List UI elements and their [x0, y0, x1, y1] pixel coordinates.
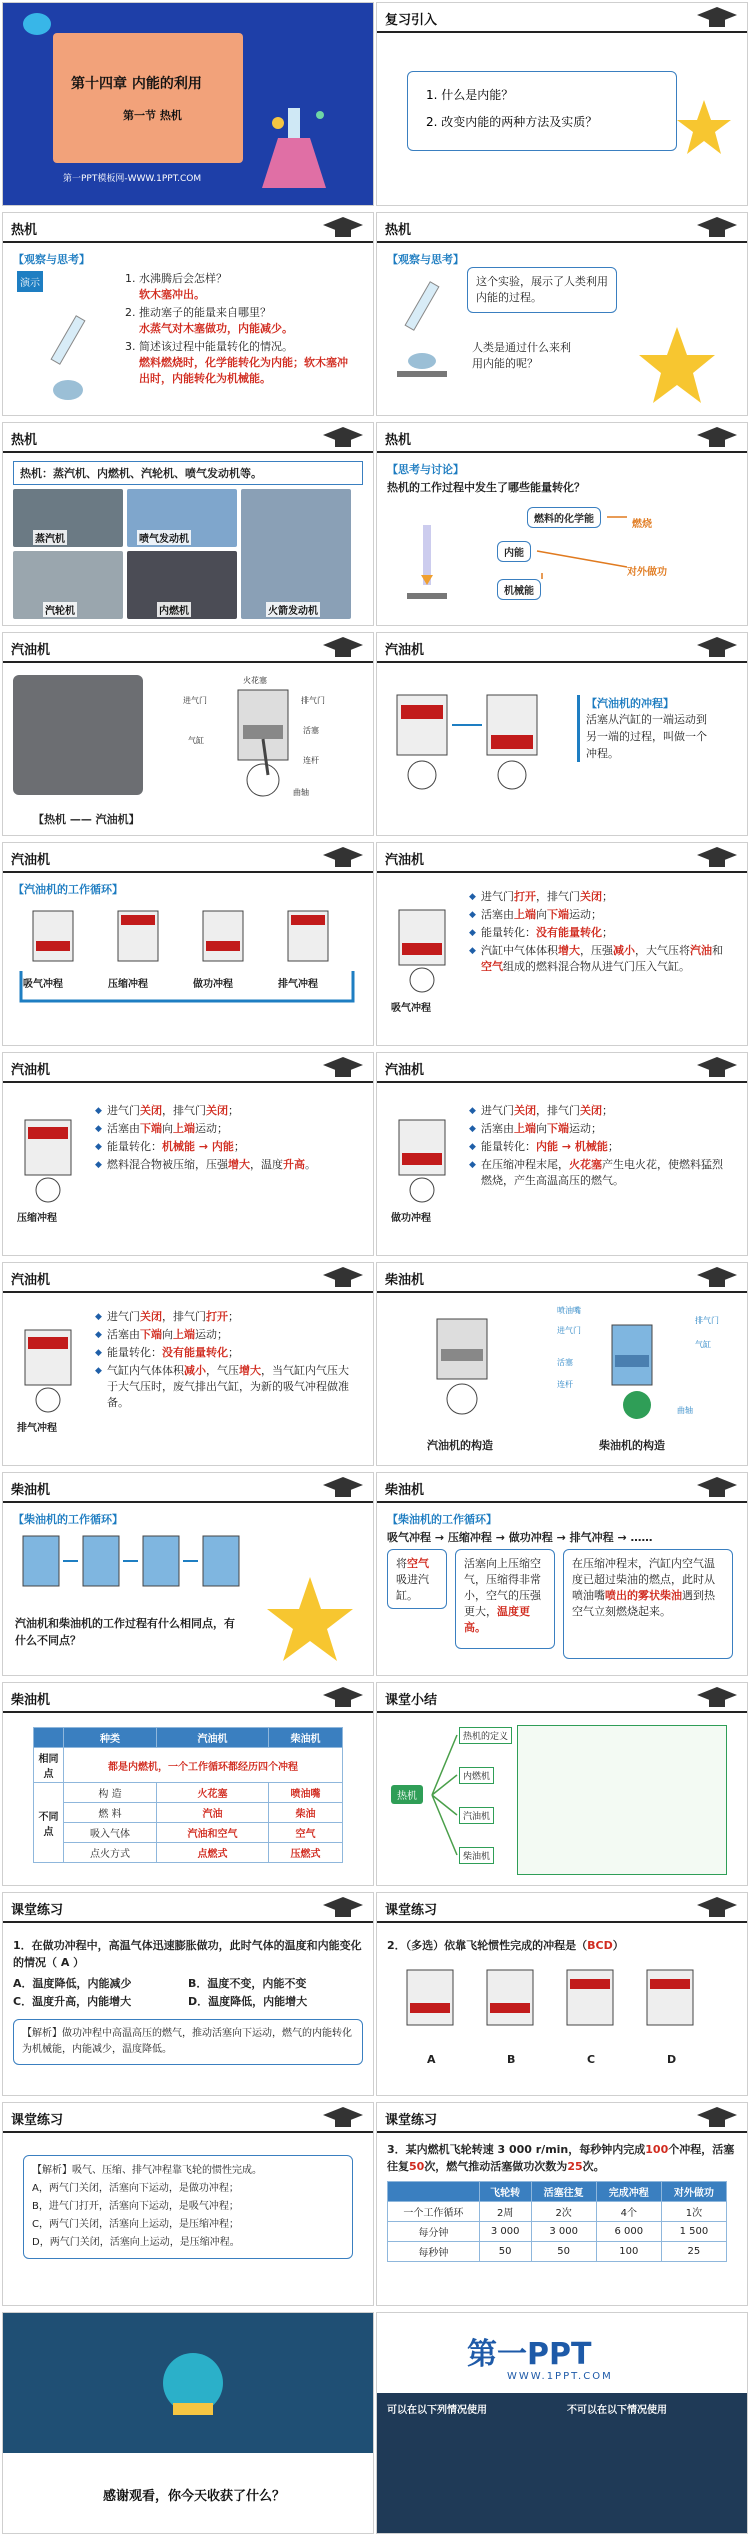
observe-q1: 1. 水沸腾后会怎样？ 软木塞冲出。 [139, 271, 358, 303]
slide-header [3, 1683, 373, 1713]
intake-line-2: ◆ 活塞由上端向下端运动； [469, 907, 729, 923]
exhaust-line-1: ◆ 进气门关闭，排气门打开； [95, 1309, 355, 1325]
table-row: 吸入气体 汽油和空气 空气 [34, 1823, 343, 1843]
observe-q2: 2. 推动塞子的能量来自哪里？ 水蒸气对木塞做功，内能减少。 [139, 305, 358, 337]
slide-compare-table [2, 1682, 374, 1886]
demo-label: 演示 [17, 271, 43, 292]
label-cylinder: 气缸 [188, 736, 204, 745]
power-line-1: ◆ 进气门关闭，排气门关闭； [469, 1103, 729, 1119]
slide-header [3, 843, 373, 873]
slide-thanks [2, 2312, 374, 2534]
node-internal: 内能 [497, 541, 531, 562]
slide-diesel-cycle [2, 1472, 374, 1676]
intake-diagram [387, 905, 457, 995]
mindmap-branch: 内燃机 [459, 1767, 494, 1784]
graduation-cap-icon [695, 1895, 739, 1921]
slide-title-text: 柴油机 [11, 1483, 51, 1498]
exhaust-label: 排气冲程 [17, 1423, 57, 1434]
label-spark-plug: 火花塞 [243, 676, 267, 685]
slide-gasoline-engine [2, 632, 374, 836]
slide-header [377, 1053, 747, 1083]
observe-tag: 【观察与思考】 [13, 253, 90, 266]
compression-diagram [13, 1115, 83, 1205]
graduation-cap-icon [321, 2105, 365, 2131]
compression-line-4: ◆ 燃料混合物被压缩，压强增大，温度升高。 [95, 1157, 355, 1173]
slide-exercise-2 [376, 1892, 748, 2096]
graduation-cap-icon [695, 1475, 739, 1501]
slide-header [377, 633, 747, 663]
slide-title-text: 课堂练习 [385, 1903, 438, 1918]
slide-discuss [376, 422, 748, 626]
slide-title-text: 汽油机 [11, 643, 51, 658]
diesel-step-3: 在压缩冲程末，汽缸内空气温度已超过柴油的燃点，此时从喷油嘴喷出的雾状柴油遇到热空气立刻燃烧起来。 [563, 1549, 733, 1659]
compression-list [95, 1101, 355, 1175]
option-a: A．温度降低，内能减少 [13, 1977, 132, 1990]
thanks-text: 感谢观看，你今天收获了什么？ [103, 2489, 286, 2504]
node-burn: 燃烧 [632, 519, 652, 530]
globe-illustration [153, 2343, 233, 2423]
node-work: 对外做功 [627, 567, 667, 578]
engine-photo [13, 675, 143, 795]
graduation-cap-icon [321, 1895, 365, 1921]
table-row: 燃 料 汽油 柴油 [34, 1803, 343, 1823]
slide-header [3, 633, 373, 663]
slide-observe-1 [2, 212, 374, 416]
flow-arrows [377, 455, 737, 625]
graduation-cap-icon [695, 425, 739, 451]
explanation-line: C，两气门关闭，活塞向上运动，是压缩冲程； [32, 2219, 239, 2230]
slide-exhaust [2, 1262, 374, 1466]
diesel-label-crank: 曲轴 [677, 1406, 693, 1415]
diesel-step-2: 活塞向上压缩空气，压缩得非常小，空气的压强更大，温度更高。 [455, 1549, 555, 1649]
intake-line-1: ◆ 进气门打开，排气门关闭； [469, 889, 729, 905]
slide-cycle [2, 842, 374, 1046]
slide-header [377, 423, 747, 453]
label-piston: 活塞 [303, 726, 319, 735]
slide-title-text: 热机 [11, 433, 38, 448]
exercise-2-question: 2．（多选）依靠飞轮惯性完成的冲程是（BCD） [387, 1939, 624, 1952]
slide-title-text: 汽油机 [385, 1063, 425, 1078]
power-label: 做功冲程 [391, 1213, 431, 1224]
label-exhaust: 排气门 [301, 696, 325, 705]
apparatus-illustration [387, 271, 457, 391]
table-row: 一个工作循环 2周 2次 4个 1次 [388, 2202, 727, 2222]
star-mascot [677, 98, 731, 158]
allowed-heading: 可以在以下列情况使用 [387, 2405, 487, 2416]
graduation-cap-icon [695, 215, 739, 241]
intake-label: 吸气冲程 [391, 1003, 431, 1014]
label-intake: 进气门 [183, 696, 207, 705]
stroke-box [577, 695, 717, 762]
photo-rocket: 火箭发动机 [241, 489, 351, 619]
photo-turbine: 汽轮机 [13, 551, 123, 619]
diesel-flow: 吸气冲程 → 压缩冲程 → 做功冲程 → 排气冲程 → …… [387, 1531, 653, 1544]
observe-list [123, 269, 358, 389]
graduation-cap-icon [695, 1055, 739, 1081]
slide-title-text: 柴油机 [385, 1483, 425, 1498]
stroke-intake-label: 吸气冲程 [23, 979, 63, 990]
slide-header [3, 423, 373, 453]
graduation-cap-icon [321, 1055, 365, 1081]
slide-title-text: 汽油机 [11, 1063, 51, 1078]
exercise-2-diagrams [397, 1965, 717, 2045]
slide-exercise-3 [2, 2102, 374, 2306]
slide-title-text: 汽油机 [385, 643, 425, 658]
speech-bubble: 这个实验，展示了人类利用内能的过程。 [467, 267, 617, 313]
slide-title-text: 课堂小结 [385, 1693, 438, 1708]
table-row: 种类 汽油机 柴油机 [34, 1728, 343, 1748]
slide-header [3, 2103, 373, 2133]
slide-intake [376, 842, 748, 1046]
mindmap-branch: 柴油机 [459, 1847, 494, 1864]
diesel-process-tag: 【柴油机的工作循环】 [387, 1513, 497, 1526]
exhaust-diagram [13, 1325, 83, 1415]
slide-header [377, 843, 747, 873]
slide-title-text: 课堂练习 [11, 1903, 64, 1918]
explanation-line: A，两气门关闭，活塞向下运动，是做功冲程； [32, 2183, 239, 2194]
graduation-cap-icon [321, 1475, 365, 1501]
slide-title-text: 热机 [11, 223, 38, 238]
chat-icon [23, 13, 51, 35]
graduation-cap-icon [695, 845, 739, 871]
stroke-exhaust-label: 排气冲程 [278, 979, 318, 990]
graduation-cap-icon [695, 1265, 739, 1291]
slide-header [377, 1683, 747, 1713]
graduation-cap-icon [695, 635, 739, 661]
slide-header [3, 1263, 373, 1293]
compression-line-2: ◆ 活塞由下端向上端运动； [95, 1121, 355, 1137]
slide-header [377, 3, 747, 33]
exhaust-list [95, 1307, 355, 1413]
brand-text: 第一PPT模板网-WWW.1PPT.COM [63, 174, 202, 184]
slide-title-text: 汽油机 [385, 853, 425, 868]
slide-title-text: 汽油机 [11, 1273, 51, 1288]
power-diagram [387, 1115, 457, 1205]
node-mechanical: 机械能 [497, 579, 541, 600]
slide-title-text: 汽油机 [11, 853, 51, 868]
label-crank: 曲轴 [293, 788, 309, 797]
star-mascot [637, 325, 717, 408]
chapter-title: 第十四章 内能的利用 [71, 76, 202, 92]
slide-title-text: 课堂练习 [385, 2113, 438, 2128]
exhaust-line-2: ◆ 活塞由下端向上端运动； [95, 1327, 355, 1343]
exercise-1-explanation: 【解析】做功冲程中高温高压的燃气，推动活塞向下运动，燃气的内能转化为机械能，内能减少，温度降低。 [13, 2019, 363, 2065]
mindmap-root: 热机 [391, 1785, 423, 1804]
power-line-4: ◆ 在压缩冲程末尾，火花塞产生电火花，使燃料猛烈燃烧，产生高温高压的燃气。 [469, 1157, 729, 1189]
slide-review [376, 2, 748, 206]
slide-observe-2 [376, 212, 748, 416]
slide-header [377, 1473, 747, 1503]
graduation-cap-icon [695, 5, 739, 31]
stroke-text: 活塞从汽缸的一端运动到另一端的过程，叫做一个冲程。 [586, 713, 707, 760]
table-row: 点火方式 点燃式 压燃式 [34, 1843, 343, 1863]
slide-title-text: 复习引入 [385, 13, 438, 28]
table-row: 飞轮转 活塞往复 完成冲程 对外做功 [388, 2182, 727, 2202]
option-c: C．温度升高，内能增大 [13, 1995, 132, 2008]
explanation-head: 【解析】吸气、压缩、排气冲程靠飞轮的惯性完成。 [32, 2165, 262, 2176]
photo-ice: 内燃机 [127, 551, 237, 619]
exercise-4-question: 3．某内燃机飞轮转速 3 000 r/min，每秒钟内完成100个冲程，活塞往复50次，燃气推动活塞做功次数为25次。 [387, 2143, 735, 2173]
engine-caption: 【热机 —— 汽油机】 [33, 813, 140, 826]
cycle-tag: 【汽油机的工作循环】 [13, 883, 123, 896]
node-chemical: 燃料的化学能 [527, 507, 601, 528]
compare-table [33, 1727, 343, 1863]
slide-exercise-4 [376, 2102, 748, 2306]
stroke-tag: 【汽油机的冲程】 [586, 697, 674, 710]
brand-site: WWW.1PPT.COM [507, 2371, 613, 2382]
star-mascot [265, 1575, 355, 1665]
explanation-line: B，进气门打开，活塞向下运动，是吸气冲程； [32, 2201, 239, 2212]
graduation-cap-icon [695, 1685, 739, 1711]
question-2: 2. 改变内能的两种方法及实质？ [426, 115, 598, 129]
graduation-cap-icon [321, 1265, 365, 1291]
exhaust-line-4: ◆ 气缸内气体体积减小，气压增大，当气缸内气压大于大气压时，废气排出气缸，为新的吸气冲程做准备。 [95, 1363, 355, 1411]
graduation-cap-icon [321, 425, 365, 451]
diesel-cycle-tag: 【柴油机的工作循环】 [13, 1513, 123, 1526]
brand-logo: 第一PPT [467, 2337, 592, 2372]
intake-list [469, 887, 729, 977]
table-row: 每秒钟 50 50 100 25 [388, 2242, 727, 2262]
photo-jet: 喷气发动机 [127, 489, 237, 547]
slide-header [3, 1473, 373, 1503]
compression-label: 压缩冲程 [17, 1213, 57, 1224]
graduation-cap-icon [321, 1685, 365, 1711]
diesel-step-1: 将空气吸进汽缸。 [387, 1549, 447, 1609]
cycle-row [13, 901, 363, 1021]
slide-title-text: 热机 [385, 223, 412, 238]
slide-diesel-process [376, 1472, 748, 1676]
slide-title-text: 柴油机 [385, 1273, 425, 1288]
slide-header [377, 1893, 747, 1923]
slide-title [2, 2, 374, 206]
engine-diagram [183, 675, 343, 805]
slide-brand [376, 2312, 748, 2534]
slide-power [376, 1052, 748, 1256]
slide-header [3, 1893, 373, 1923]
diesel-label-cylinder: 气缸 [695, 1340, 711, 1349]
observe-tag: 【观察与思考】 [387, 253, 464, 266]
disallowed-heading: 不可以在以下情况使用 [567, 2405, 667, 2416]
slide-header [377, 2103, 747, 2133]
exercise-3-explanation [23, 2155, 353, 2259]
title-card [53, 33, 243, 163]
diesel-label-exhaust: 排气门 [695, 1316, 719, 1325]
discuss-tag: 【思考与讨论】 [387, 463, 464, 476]
diesel-label-rod: 连杆 [557, 1380, 573, 1389]
discuss-question: 热机的工作过程中发生了哪些能量转化？ [387, 481, 585, 494]
slide-compression [2, 1052, 374, 1256]
diesel-label-piston: 活塞 [557, 1358, 573, 1367]
slide-title-text: 柴油机 [11, 1693, 51, 1708]
slide-stroke-def [376, 632, 748, 836]
exhaust-line-3: ◆ 能量转化：没有能量转化； [95, 1345, 355, 1361]
exercise-1-question: 1．在做功冲程中，高温气体迅速膨胀做功，此时气体的温度和内能变化的情况（ A ） [13, 1939, 362, 1969]
table-row: 不同点 构 造 火花塞 喷油嘴 [34, 1783, 343, 1803]
diesel-label-injector: 喷油嘴 [557, 1306, 581, 1315]
slide-diesel-structure [376, 1262, 748, 1466]
slide-exercise-1 [2, 1892, 374, 2096]
table-row: 每分钟 3 000 3 000 6 000 1 500 [388, 2222, 727, 2242]
question-text: 人类是通过什么来利用内能的呢？ [472, 341, 571, 370]
graduation-cap-icon [695, 2105, 739, 2131]
question-1: 1. 什么是内能？ [426, 88, 514, 102]
mindmap-detail-box [517, 1725, 727, 1875]
question-box [407, 71, 677, 151]
stroke-power-label: 做功冲程 [193, 979, 233, 990]
engines-heading: 热机：蒸汽机、内燃机、汽轮机、喷气发动机等。 [13, 461, 363, 485]
graduation-cap-icon [321, 635, 365, 661]
slide-header [3, 213, 373, 243]
power-line-2: ◆ 活塞由上端向下端运动； [469, 1121, 729, 1137]
power-line-3: ◆ 能量转化：内能 → 机械能； [469, 1139, 729, 1155]
explanation-line: D，两气门关闭，活塞向上运动，是压缩冲程。 [32, 2237, 240, 2248]
diesel-caption: 柴油机的构造 [599, 1439, 665, 1452]
flask-illustration [258, 103, 338, 193]
slide-title-text: 热机 [385, 433, 412, 448]
diagram-label-d: D [667, 2053, 677, 2066]
diesel-question: 汽油机和柴油机的工作过程有什么相同点，有什么不同点？ [15, 1617, 235, 1647]
mindmap-branch: 热机的定义 [459, 1727, 512, 1744]
brand-info-panel [377, 2393, 747, 2533]
compression-line-3: ◆ 能量转化：机械能 → 内能； [95, 1139, 355, 1155]
slide-header [3, 1053, 373, 1083]
slide-summary [376, 1682, 748, 1886]
diesel-label-intake: 进气门 [557, 1326, 581, 1335]
option-d: D．温度降低，内能增大 [188, 1995, 308, 2008]
exercise-1-options [13, 1975, 363, 2011]
slide-heat-engines [2, 422, 374, 626]
slide-header [377, 213, 747, 243]
test-tube-illustration [33, 305, 103, 405]
diesel-cycle-diagram [13, 1531, 263, 1601]
section-title: 第一节 热机 [123, 109, 182, 122]
photo-steam: 蒸汽机 [13, 489, 123, 547]
option-b: B．温度不变，内能不变 [188, 1977, 307, 1990]
diagram-label-b: B [507, 2053, 516, 2066]
rpm-table [387, 2181, 727, 2262]
intake-line-3: ◆ 能量转化：没有能量转化； [469, 925, 729, 941]
stroke-compress-label: 压缩冲程 [108, 979, 148, 990]
graduation-cap-icon [321, 845, 365, 871]
observe-q3: 3. 简述该过程中能量转化的情况。 燃料燃烧时，化学能转化为内能；软木塞冲出时，内能转化为机械能。 [139, 339, 358, 387]
graduation-cap-icon [321, 215, 365, 241]
slide-title-text: 课堂练习 [11, 2113, 64, 2128]
gasoline-caption: 汽油机的构造 [427, 1439, 493, 1452]
slide-header [377, 1263, 747, 1293]
power-list [469, 1101, 729, 1191]
diagram-label-a: A [427, 2053, 436, 2066]
intake-line-4: ◆ 汽缸中气体体积增大，压强减小，大气压将汽油和空气组成的燃料混合物从进气门压入气缸。 [469, 943, 729, 975]
cylinder-pair [387, 685, 567, 798]
mindmap-branch: 汽油机 [459, 1807, 494, 1824]
label-rod: 连杆 [303, 756, 319, 765]
gasoline-structure-diagram [397, 1309, 537, 1419]
diagram-label-c: C [587, 2053, 596, 2066]
compression-line-1: ◆ 进气门关闭，排气门关闭； [95, 1103, 355, 1119]
table-row: 相同点 都是内燃机，一个工作循环都经历四个冲程 [34, 1748, 343, 1783]
